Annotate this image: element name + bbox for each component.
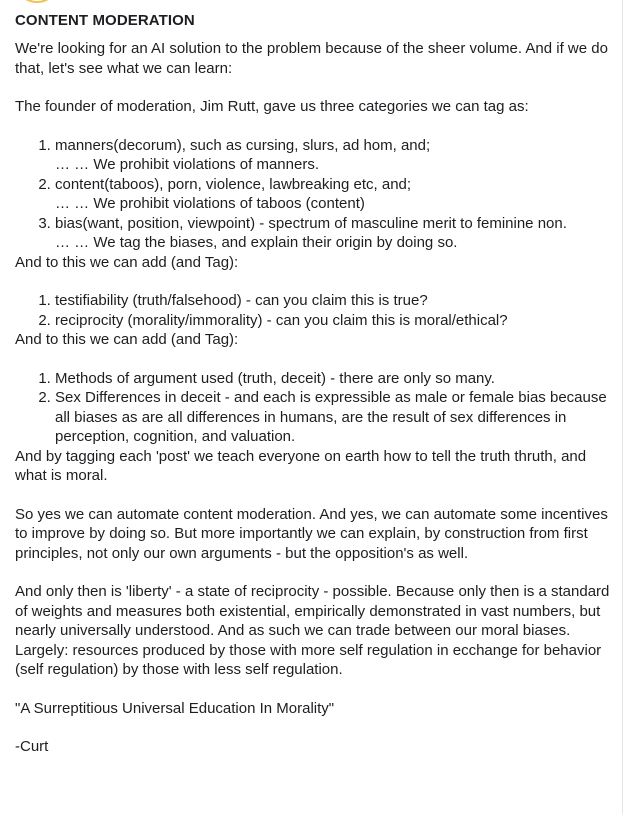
list-item — [55, 214, 615, 253]
post-body — [15, 11, 615, 757]
list-item-note: … … We prohibit violations of manners. — [55, 156, 320, 173]
tags-list-1 — [15, 291, 615, 330]
quote-line: "A Surreptitious Universal Education In Morality" — [15, 699, 335, 717]
list-item — [55, 136, 615, 175]
author-avatar[interactable] — [18, 0, 56, 3]
categories-list — [15, 136, 615, 253]
list-item-note: … … We tag the biases, and explain their origin by doing so. — [55, 234, 458, 251]
tagging-paragraph: And by tagging each 'post' we teach everyone on earth how to tell the truth thruth, and what is moral. — [15, 447, 587, 484]
list-item-text: bias(want, position, viewpoint) - spectrum of masculine merit to feminine non. — [55, 214, 567, 232]
automate-paragraph: So yes we can automate content moderation. And yes, we can automate some incentives to improve by doing so. But more importantly we can explain, by construction from first principles, not only our own arguments - but the opposition's as well. — [15, 505, 608, 562]
liberty-paragraph: And only then is 'liberty' - a state of reciprocity - possible. Because only then is a standard of weights and measures both existential, empirically demonstrated in vast numbers, but nearly universally understood. And as such we can trade between our moral biases. Largely: resources produced by those with more self regulation in ecchange for behavior (self regulation) by those with less self regulation. — [15, 583, 610, 678]
list-item-text: content(taboos), porn, violence, lawbreaking etc, and; — [55, 175, 412, 193]
tags-list-2 — [15, 369, 615, 447]
intro-paragraph: We're looking for an AI solution to the problem because of the sheer volume. And if we do that, let's see what we can learn: — [15, 40, 608, 77]
panel-divider — [622, 0, 623, 814]
post-title: CONTENT MODERATION — [15, 12, 195, 29]
add-tag-paragraph-2: And to this we can add (and Tag): — [15, 331, 239, 348]
list-item-text: manners(decorum), such as cursing, slurs, ad hom, and; — [55, 136, 431, 154]
list-item — [55, 175, 615, 214]
signature: -Curt — [15, 738, 49, 755]
list-item-note: … … We prohibit violations of taboos (content) — [55, 195, 365, 212]
add-tag-paragraph-1: And to this we can add (and Tag): — [15, 253, 239, 271]
list-item: 1. Methods of argument used (truth, deceit) - there are only so many. — [55, 369, 615, 389]
list-item: 2. Sex Differences in deceit - and each is expressible as male or female bias because all biases as are all differences in humans, are the result of sex differences in perception, cognition, and valuation. — [55, 388, 615, 447]
list-item: 2. reciprocity (morality/immorality) - can you claim this is moral/ethical? — [55, 311, 615, 331]
list-item: 1. testifiability (truth/falsehood) - can you claim this is true? — [55, 291, 615, 311]
founder-paragraph: The founder of moderation, Jim Rutt, gave us three categories we can tag as: — [15, 98, 529, 115]
